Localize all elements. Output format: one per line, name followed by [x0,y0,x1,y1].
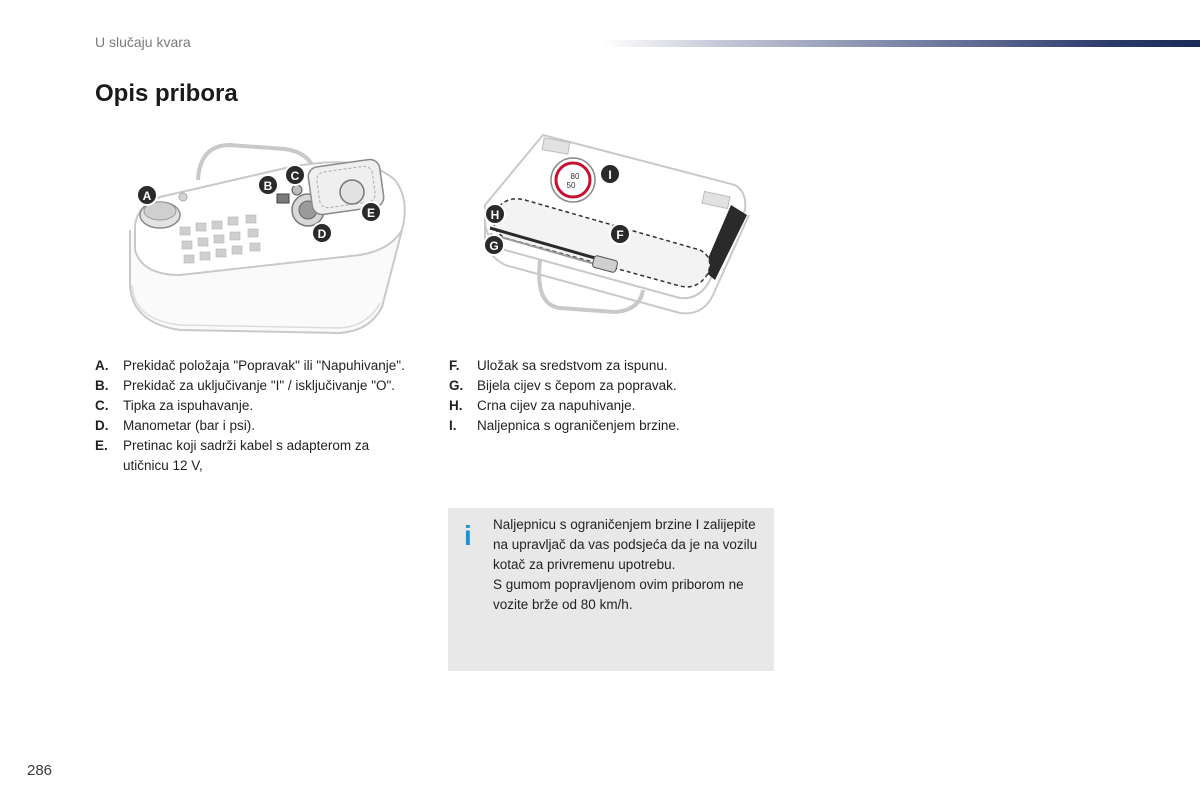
callout-a [137,185,157,205]
legend-letter: F. [449,358,460,373]
deflate-button [292,185,302,195]
svg-text:G: G [489,239,499,253]
callout-e [361,202,381,222]
legend-item-h [449,396,769,416]
legend-text: Crna cijev za napuhivanje. [477,398,636,413]
callout-f [610,224,630,244]
svg-text:B: B [263,179,273,193]
legend-text: Naljepnica s ograničenjem brzine. [477,418,680,433]
callout-g [484,235,504,255]
header-gradient-bar [603,40,1200,47]
svg-text:C: C [290,169,300,183]
legend-letter: D. [95,418,109,433]
header-section-title: U slučaju kvara [95,34,191,50]
svg-text:H: H [490,208,500,222]
callout-i [600,164,620,184]
svg-text:D: D [317,227,327,241]
legend-letter: H. [449,398,463,413]
legend-item-e [95,436,415,476]
legend-right [449,356,769,436]
legend-letter: C. [95,398,109,413]
compressor-kit-drawing [120,135,420,340]
speed-limit-sticker [551,158,595,202]
legend-item-b [95,376,415,396]
svg-text:F: F [616,228,624,242]
legend-item-f [449,356,769,376]
compressor-kit-figure [120,135,420,340]
page-number: 286 [27,762,53,779]
svg-text:E: E [366,206,376,220]
legend-item-c [95,396,415,416]
compressor-kit-bottom-figure [465,130,760,330]
info-paragraph-1: Naljepnicu s ograničenjem brzine I zalijepite na upravljač da vas podsjeća da je na vozilu kotač za privremenu upotrebu. [493,517,758,572]
legend-item-d [95,416,415,436]
info-paragraph-2: S gumom popravljenom ovim priborom ne vozite brže od 80 km/h. [493,577,744,612]
on-off-switch [277,194,289,203]
legend-letter: A. [95,358,109,373]
callout-d [312,223,332,243]
info-icon: i [464,520,472,551]
callout-c [285,165,305,185]
legend-left [95,356,415,476]
legend-text: Tipka za ispuhavanje. [123,398,254,413]
page-title: Opis pribora [95,80,238,107]
legend-text: Pretinac koji sadrži kabel s adapterom za utičnicu 12 V, [123,438,370,473]
legend-letter: E. [95,438,108,453]
info-text [493,515,763,615]
info-box [448,508,774,671]
legend-item-a [95,356,415,376]
legend-text: Uložak sa sredstvom za ispunu. [477,358,668,373]
svg-text:80: 80 [570,172,580,181]
legend-text: Prekidač položaja "Popravak" ili "Napuhivanje". [123,358,405,373]
legend-text: Bijela cijev s čepom za popravak. [477,378,677,393]
compressor-kit-bottom-drawing [465,130,760,330]
legend-text: Manometar (bar i psi). [123,418,256,433]
svg-text:A: A [142,189,152,203]
legend-letter: G. [449,378,464,393]
legend-letter: I. [449,418,457,433]
legend-text: Prekidač za uključivanje "I" / isključivanje "O". [123,378,396,393]
callout-h [485,204,505,224]
callout-b [258,175,278,195]
svg-text:50: 50 [566,181,576,190]
legend-item-g [449,376,769,396]
svg-text:I: I [608,168,612,182]
legend-letter: B. [95,378,109,393]
legend-item-i [449,416,769,436]
